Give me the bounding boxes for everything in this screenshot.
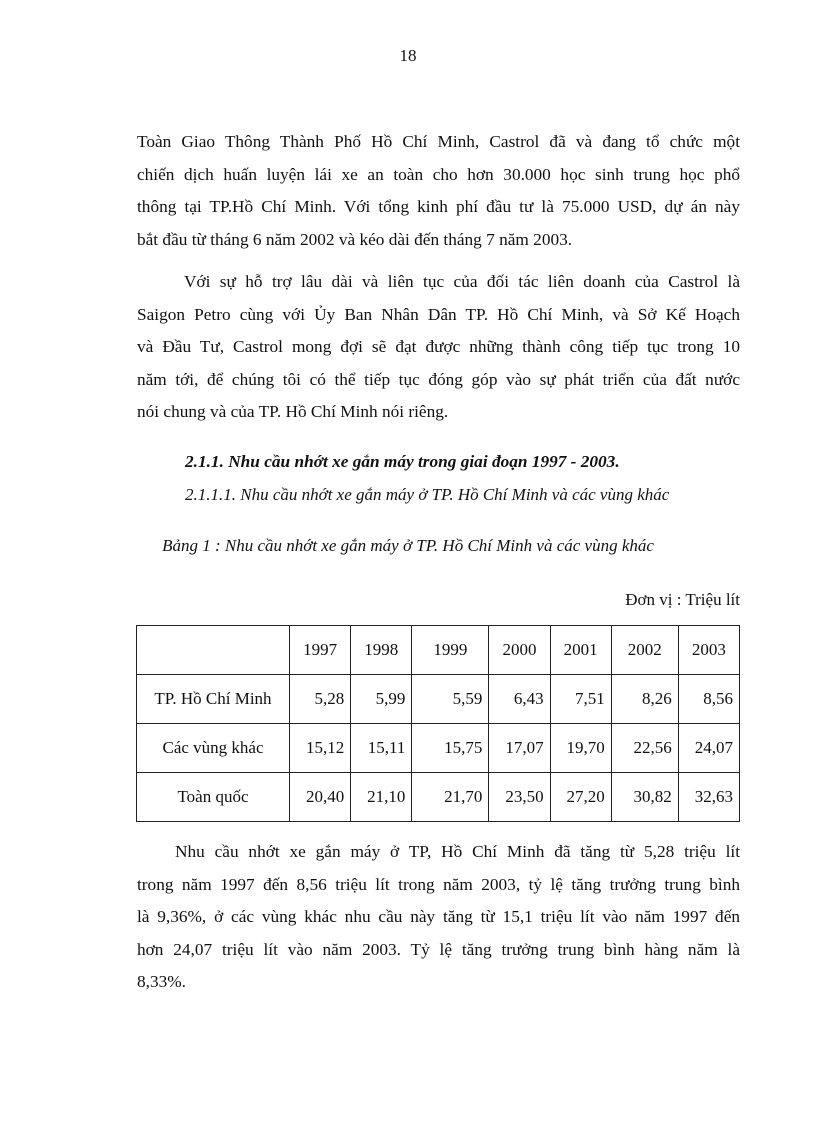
table-cell: 21,10 [351,773,412,822]
year-header: 2000 [489,626,550,675]
row-label: Toàn quốc [137,773,290,822]
year-header: 1998 [351,626,412,675]
page-number: 18 [399,46,417,65]
table-cell: 5,28 [290,675,351,724]
table-header-row [137,626,740,675]
paragraph-castrol-partners [137,266,740,429]
text-line: Với sự hỗ trợ lâu dài và liên tục của đối tác liên doanh của Castrol là [184,272,740,291]
paragraph-demand-analysis [137,836,740,999]
table-row [137,724,740,773]
text-line: bắt đầu từ tháng 6 năm 2002 và kéo dài đến tháng 7 năm 2003. [137,229,573,249]
table-cell: 32,63 [678,773,739,822]
table-cell: 6,43 [489,675,550,724]
year-header: 2001 [550,626,611,675]
table-cell: 5,99 [351,675,412,724]
row-label: Các vùng khác [137,724,290,773]
table-cell: 30,82 [611,773,678,822]
text-line: Nhu cầu nhớt xe gắn máy ở TP, Hồ Chí Minh đã tăng từ 5,28 triệu lít [175,842,740,861]
table-corner-cell [137,626,290,675]
table-cell: 20,40 [290,773,351,822]
text-line: năm tới, để chúng tôi có thể tiếp tục đóng góp vào sự phát triển của đất nước [137,369,740,389]
table-cell: 8,56 [678,675,739,724]
table-cell: 24,07 [678,724,739,773]
text-line: và Đầu Tư, Castrol mong đợi sẽ đạt được những thành công tiếp tục trong 10 [137,337,740,356]
table-cell: 17,07 [489,724,550,773]
table-row [137,675,740,724]
year-header: 1999 [412,626,489,675]
year-header: 2003 [678,626,739,675]
table-row [137,773,740,822]
demand-table [136,625,740,822]
year-header: 2002 [611,626,678,675]
text-line: chiến dịch huấn luyện lái xe an toàn cho hơn 30.000 học sinh trung học phổ [137,164,740,184]
text-line: trong năm 1997 đến 8,56 triệu lít trong năm 2003, tỷ lệ tăng trưởng trung bình [137,874,740,894]
table-cell: 27,20 [550,773,611,822]
table-cell: 7,51 [550,675,611,724]
text-line: 8,33%. [137,972,186,991]
table-caption: Bảng 1 : Nhu cầu nhớt xe gắn máy ở TP. Hồ Chí Minh và các vùng khác [162,536,654,555]
unit-label: Đơn vị : Triệu lít [625,590,740,609]
text-line: là 9,36%, ở các vùng khác nhu cầu này tăng từ 15,1 triệu lít vào năm 1997 đến [137,907,740,926]
table-cell: 15,11 [351,724,412,773]
table-cell: 22,56 [611,724,678,773]
table-cell: 15,75 [412,724,489,773]
text-line: Toàn Giao Thông Thành Phố Hồ Chí Minh, Castrol đã và đang tổ chức một [137,132,740,151]
text-line: nói chung và của TP. Hồ Chí Minh nói riêng. [137,402,449,421]
year-header: 1997 [290,626,351,675]
paragraph-castrol-training [137,126,740,256]
table-cell: 19,70 [550,724,611,773]
text-line: Saigon Petro cùng với Ủy Ban Nhân Dân TP. Hồ Chí Minh, và Sở Kế Hoạch [137,304,740,324]
table-cell: 8,26 [611,675,678,724]
row-label: TP. Hồ Chí Minh [137,675,290,724]
text-line: hơn 24,07 triệu lít vào năm 2003. Tỷ lệ tăng trưởng trung bình hàng năm là [137,939,740,959]
section-heading-2-1-1: 2.1.1. Nhu cầu nhớt xe gắn máy trong giai đoạn 1997 - 2003. [185,452,620,471]
table-cell: 15,12 [290,724,351,773]
table-cell: 23,50 [489,773,550,822]
text-line: thông tại TP.Hồ Chí Minh. Với tổng kinh phí đầu tư là 75.000 USD, dự án này [137,197,740,216]
table-cell: 5,59 [412,675,489,724]
table-cell: 21,70 [412,773,489,822]
subsection-heading-2-1-1-1: 2.1.1.1. Nhu cầu nhớt xe gắn máy ở TP. Hồ Chí Minh và các vùng khác [185,485,670,504]
